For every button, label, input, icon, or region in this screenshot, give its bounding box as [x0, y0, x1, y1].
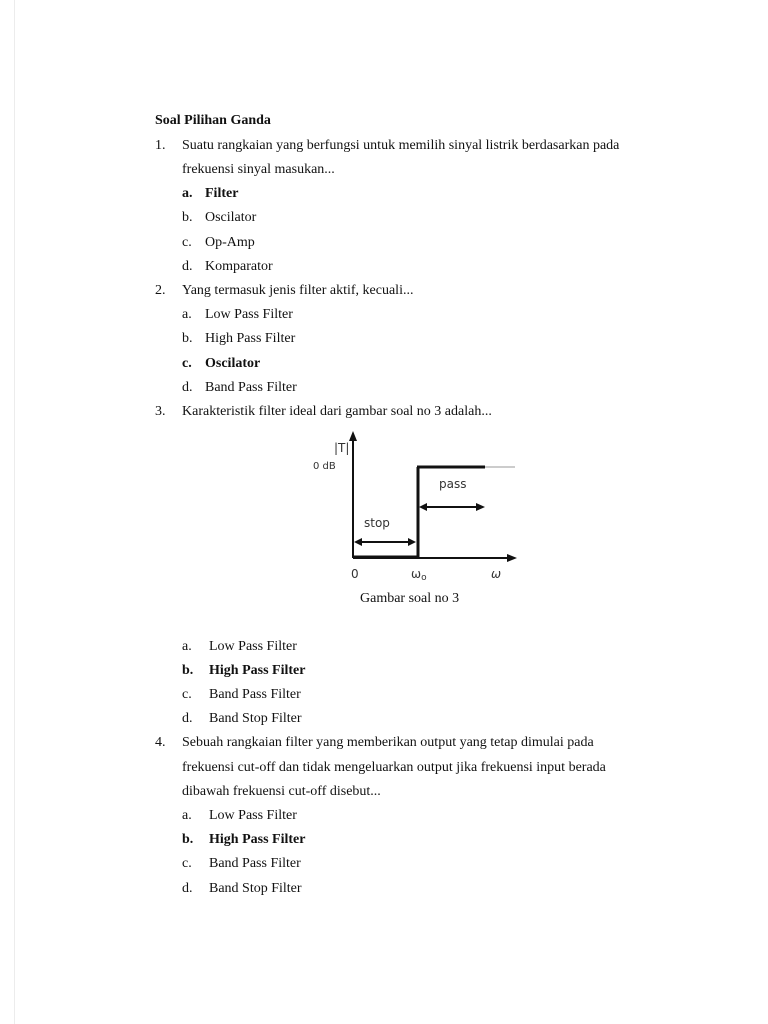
y-axis-arrowhead: [349, 431, 357, 441]
stop-arrow-left-head: [354, 538, 362, 546]
question-1-line-1: Suatu rangkaian yang berfungsi untuk memilih sinyal listrik berdasarkan pada: [182, 138, 620, 153]
q4-option-d-text: Band Stop Filter: [209, 881, 302, 896]
y-axis-label: |T|: [334, 441, 350, 455]
q1-option-c-text: Op-Amp: [205, 235, 255, 250]
pass-label: pass: [439, 477, 467, 491]
stop-arrow-right-head: [408, 538, 416, 546]
question-3-number: 3.: [155, 404, 166, 419]
q3-option-b-letter: b.: [182, 663, 194, 678]
stop-label: stop: [364, 516, 390, 530]
q1-option-a-text: Filter: [205, 186, 239, 201]
q4-option-b-text: High Pass Filter: [209, 832, 306, 847]
q3-option-c-letter: c.: [182, 687, 192, 702]
x-tick-cutoff: [411, 567, 427, 583]
q1-option-d-text: Komparator: [205, 259, 273, 274]
question-4-number: 4.: [155, 735, 166, 750]
q3-option-d-text: Band Stop Filter: [209, 711, 302, 726]
q2-option-b-letter: b.: [182, 331, 193, 346]
filter-response-figure: [305, 428, 525, 584]
q3-option-a-text: Low Pass Filter: [209, 639, 297, 654]
question-2-line-1: Yang termasuk jenis filter aktif, kecuali...: [182, 283, 414, 298]
question-3-line-1: Karakteristik filter ideal dari gambar soal no 3 adalah...: [182, 404, 492, 419]
y-tick-0db: 0 dB: [313, 461, 336, 472]
q4-option-a-letter: a.: [182, 808, 192, 823]
pass-arrow-left-head: [419, 503, 427, 511]
q2-option-d-letter: d.: [182, 380, 193, 395]
question-1-line-2: frekuensi sinyal masukan...: [182, 162, 335, 177]
q4-option-b-letter: b.: [182, 832, 194, 847]
q2-option-a-letter: a.: [182, 307, 192, 322]
q2-option-c-text: Oscilator: [205, 356, 261, 371]
x-axis-arrowhead: [507, 554, 517, 562]
q3-option-a-letter: a.: [182, 639, 192, 654]
q1-option-a-letter: a.: [182, 186, 193, 201]
cutoff-omega: ω: [411, 567, 422, 581]
figure-caption: Gambar soal no 3: [360, 591, 460, 606]
question-1-number: 1.: [155, 138, 166, 153]
q4-option-a-text: Low Pass Filter: [209, 808, 297, 823]
q1-option-c-letter: c.: [182, 235, 192, 250]
q3-option-d-letter: d.: [182, 711, 193, 726]
q3-option-c-text: Band Pass Filter: [209, 687, 301, 702]
question-4-line-1: Sebuah rangkaian filter yang memberikan output yang tetap dimulai pada: [182, 735, 594, 750]
q1-option-b-letter: b.: [182, 210, 193, 225]
q2-option-a-text: Low Pass Filter: [205, 307, 293, 322]
question-4-line-3: dibawah frekuensi cut-off disebut...: [182, 784, 381, 799]
x-tick-origin: 0: [351, 567, 359, 581]
q2-option-b-text: High Pass Filter: [205, 331, 296, 346]
cutoff-subscript: o: [421, 573, 427, 583]
q2-option-c-letter: c.: [182, 356, 192, 371]
q2-option-d-text: Band Pass Filter: [205, 380, 297, 395]
question-2-number: 2.: [155, 283, 166, 298]
question-4-line-2: frekuensi cut-off dan tidak mengeluarkan output jika frekuensi input berada: [182, 760, 606, 775]
pass-arrow-right-head: [476, 503, 485, 511]
q4-option-c-letter: c.: [182, 856, 192, 871]
section-heading: Soal Pilihan Ganda: [155, 113, 271, 128]
x-axis-label: ω: [491, 567, 502, 581]
q4-option-d-letter: d.: [182, 881, 193, 896]
q4-option-c-text: Band Pass Filter: [209, 856, 301, 871]
q3-option-b-text: High Pass Filter: [209, 663, 306, 678]
q1-option-d-letter: d.: [182, 259, 193, 274]
q1-option-b-text: Oscilator: [205, 210, 257, 225]
